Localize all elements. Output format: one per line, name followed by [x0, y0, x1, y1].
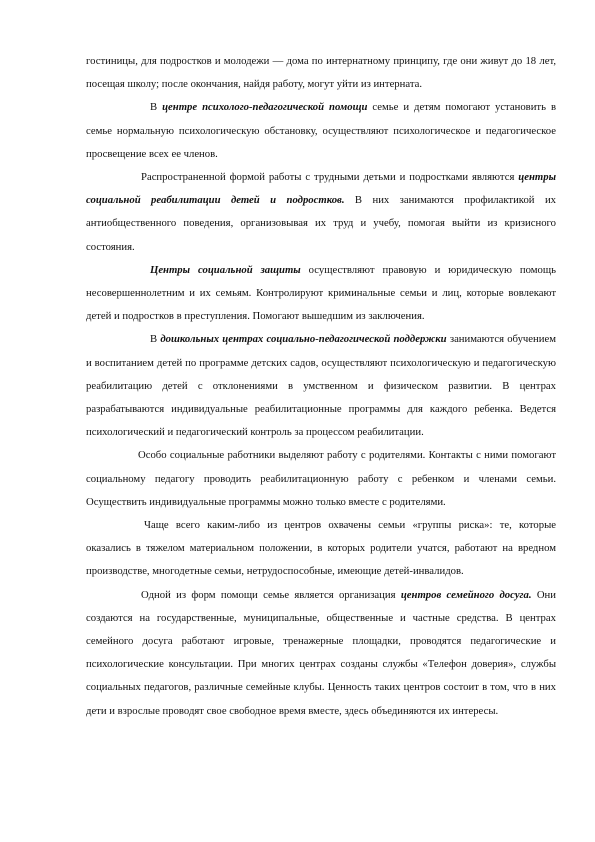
paragraph-psych-ped-center	[86, 96, 556, 166]
text-run: В	[150, 101, 163, 114]
paragraph-family-leisure	[86, 584, 556, 723]
text-run: осуществляют правовую и юридическую помощь несовершеннолетним и их семьям. Контролируют криминальные семьи и лиц, которые вовлекают детей и подростков в преступления. Помогают вышедшим из заключения.	[86, 263, 556, 323]
paragraph-hostels	[86, 50, 556, 96]
text-run: В	[150, 333, 161, 346]
text-run: Распространенной формой работы с трудными детьми и подростками являются	[141, 171, 519, 184]
emphasis-term: центре психолого-педагогической помощи	[162, 101, 368, 114]
document-page	[86, 50, 556, 723]
paragraph-risk-group	[86, 514, 556, 584]
emphasis-term: центров семейного досуга.	[400, 588, 532, 601]
text-run: Особо социальные работники выделяют работу с родителями. Контакты с ними помогают социальному педагогу проводить реабилитационную работу с ребенком и членами семьи. Осуществить индивидуальные программы можно только вместе с родителями.	[86, 449, 556, 508]
text-run: семье и детям помогают установить в семье нормальную психологическую обстановку, осуществляют психологическое и педагогическое просвещение всех ее членов.	[86, 101, 556, 160]
text-run: гостиницы, для подростков и молодежи — дома по интернатному принципу, где они живут до 18 лет, посещая школу; после окончания, найдя работу, могут уйти из интерната.	[86, 55, 556, 91]
text-run: Чаще всего каким-либо из центров охвачены семьи «группы риска»: те, которые оказались в тяжелом материальном положении, в которых родители учатся, работают на вредном производстве, многодетные семьи, нетрудоспособные, имеющие детей-инвалидов.	[86, 519, 556, 578]
text-run: В них занимаются профилактикой их антиобщественного поведения, организовывая их труд и учебу, помогая выйти из кризисного состояния.	[86, 194, 557, 253]
text-run: Они создаются на государственные, муниципальные, общественные и частные средства. В центрах семейного досуга работают игровые, тренажерные площадки, проводятся педагогические и психологические консультации. При многих центрах созданы службы «Телефон доверия», службы социальных педагогов, различные семейные клубы. Ценность таких центров состоит в том, что в них дети и взрослые проводят свое свободное время вместе, здесь объединяются их интересы.	[86, 588, 556, 717]
paragraph-preschool-centers	[86, 328, 556, 444]
emphasis-term: центры социальной реабилитации детей и подростков.	[86, 171, 556, 207]
paragraph-social-protection	[86, 259, 556, 329]
emphasis-term: дошкольных центрах социально-педагогической поддержки	[160, 333, 447, 346]
emphasis-term: Центры социальной защиты	[150, 263, 301, 276]
text-run: Одной из форм помощи семье является организация	[141, 588, 401, 601]
paragraph-rehab-centers	[86, 166, 556, 259]
text-run: занимаются обучением и воспитанием детей по программе детских садов, осуществляют психологическую и педагогическую реабилитацию детей с отклонениями в умственном и физическом развитии. В центрах разрабатываются индивидуальные реабилитационные программы для каждого ребенка. Ведется психологический и педагогический контроль за процессом реабилитации.	[86, 333, 556, 439]
paragraph-parents	[86, 444, 556, 514]
